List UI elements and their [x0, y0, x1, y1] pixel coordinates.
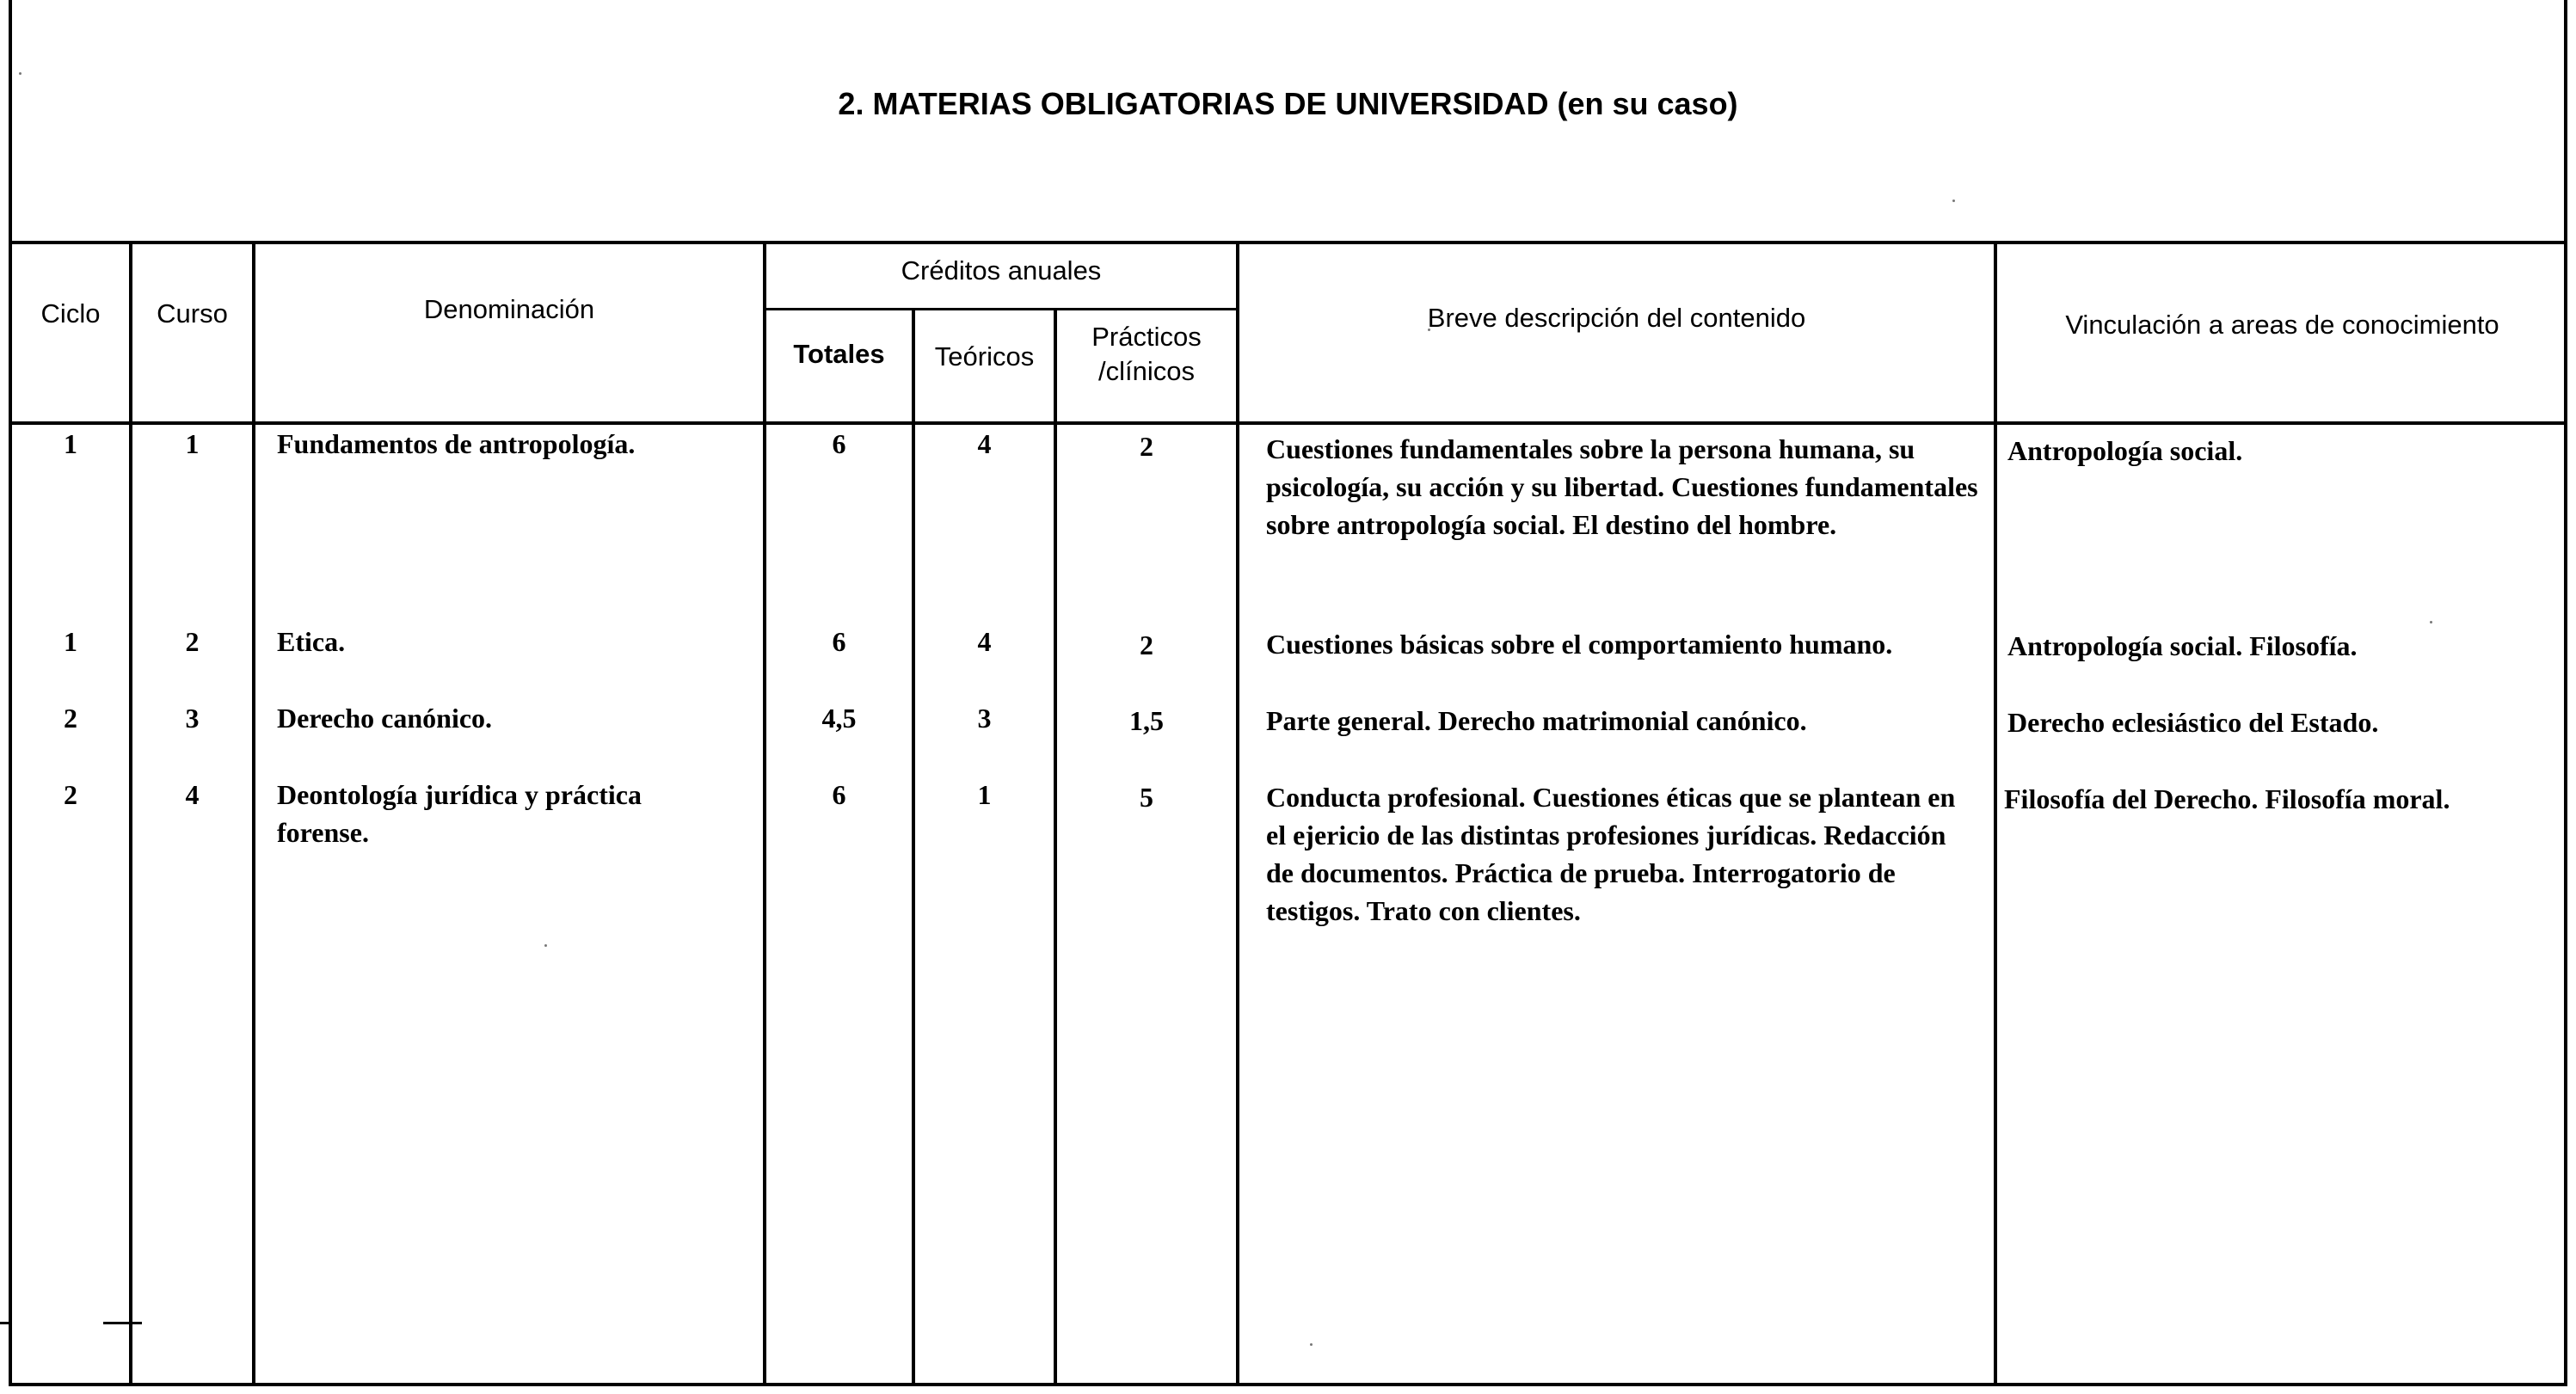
row2-teoricos: 4 [977, 626, 992, 657]
row3-practicos: 1,5 [1129, 705, 1164, 736]
page-title: 2. MATERIAS OBLIGATORIAS DE UNIVERSIDAD (en su caso) [838, 86, 1738, 121]
row2-vinculacion: Antropología social. Filosofía. [2007, 630, 2358, 661]
row4-teoricos: 1 [977, 779, 992, 810]
row1-practicos: 2 [1140, 431, 1153, 462]
header-practicos [1057, 320, 1236, 390]
row4-curso: 4 [185, 779, 200, 810]
header-teoricos: Teóricos [934, 341, 1035, 372]
row4-denominacion: Deontología jurídica y práctica forense. [277, 779, 642, 848]
scan-tick-mark [0, 1322, 12, 1324]
row2-descripcion: Cuestiones básicas sobre el comportamiento humano. [1266, 629, 1893, 660]
col-divider-curso [252, 243, 255, 1386]
row2-practicos: 2 [1140, 629, 1153, 660]
row3-descripcion: Parte general. Derecho matrimonial canónico. [1266, 705, 1807, 736]
row2-denominacion: Etica. [277, 626, 346, 657]
row4-descripcion: Conducta profesional. Cuestiones éticas que se plantean en el ejericio de las distintas profesiones jurídicas. Redacción de documentos. Práctica de prueba. Interrogatorio de testigos. Trato con clientes. [1266, 782, 1956, 926]
row2-totales: 6 [832, 626, 846, 657]
row1-denominacion: Fundamentos de antropología. [277, 428, 636, 459]
col-divider-creditos [1236, 243, 1239, 1386]
scan-speck [19, 72, 22, 75]
row3-curso: 3 [185, 703, 200, 734]
row4-vinculacion: Filosofía del Derecho. Filosofía moral. [2004, 783, 2450, 814]
row2-ciclo: 1 [64, 626, 77, 657]
scan-speck [1952, 200, 1955, 202]
col-divider-teoricos [1054, 308, 1057, 1386]
row3-teoricos: 3 [977, 703, 992, 734]
scan-speck [544, 944, 547, 947]
row4-practicos: 5 [1140, 782, 1153, 813]
row3-totales: 4,5 [821, 703, 857, 734]
row2-curso: 2 [185, 626, 200, 657]
creditos-subheader-divider [765, 308, 1239, 310]
col-divider-ciclo [129, 243, 132, 1386]
scan-speck [2430, 621, 2432, 623]
row1-vinculacion: Antropología social. [2007, 435, 2243, 466]
col-divider-totales [912, 308, 915, 1386]
table-frame [9, 0, 2567, 1386]
col-divider-descripcion [1994, 243, 1997, 1386]
header-vinculacion: Vinculación a areas de conocimiento [2065, 310, 2499, 340]
header-ciclo: Ciclo [40, 298, 101, 329]
row1-descripcion: Cuestiones fundamentales sobre la persona humana, su psicología, su acción y su libertad. Cuestiones fundamentales sobre antropología social. El destino del hombre. [1266, 433, 1978, 540]
header-totales: Totales [793, 339, 885, 369]
row3-vinculacion: Derecho eclesiástico del Estado. [2007, 707, 2379, 738]
scan-tick-mark [103, 1322, 142, 1324]
row1-curso: 1 [185, 428, 200, 459]
header-practicos-line2: /clínicos [1098, 356, 1195, 387]
row1-totales: 6 [832, 428, 846, 459]
header-practicos-line1: Prácticos [1091, 322, 1202, 352]
scan-speck [1310, 1343, 1313, 1346]
row4-totales: 6 [832, 779, 846, 810]
title-divider [9, 241, 2567, 244]
header-curso: Curso [157, 298, 228, 329]
row1-ciclo: 1 [64, 428, 77, 459]
header-descripcion: Breve descripción del contenido [1427, 303, 1806, 333]
row3-denominacion: Derecho canónico. [277, 703, 493, 734]
row4-ciclo: 2 [64, 779, 77, 810]
col-divider-denominacion [763, 243, 766, 1386]
row1-teoricos: 4 [977, 428, 992, 459]
header-creditos-anuales: Créditos anuales [901, 255, 1102, 286]
header-denominacion: Denominación [423, 294, 595, 324]
row3-ciclo: 2 [64, 703, 77, 734]
